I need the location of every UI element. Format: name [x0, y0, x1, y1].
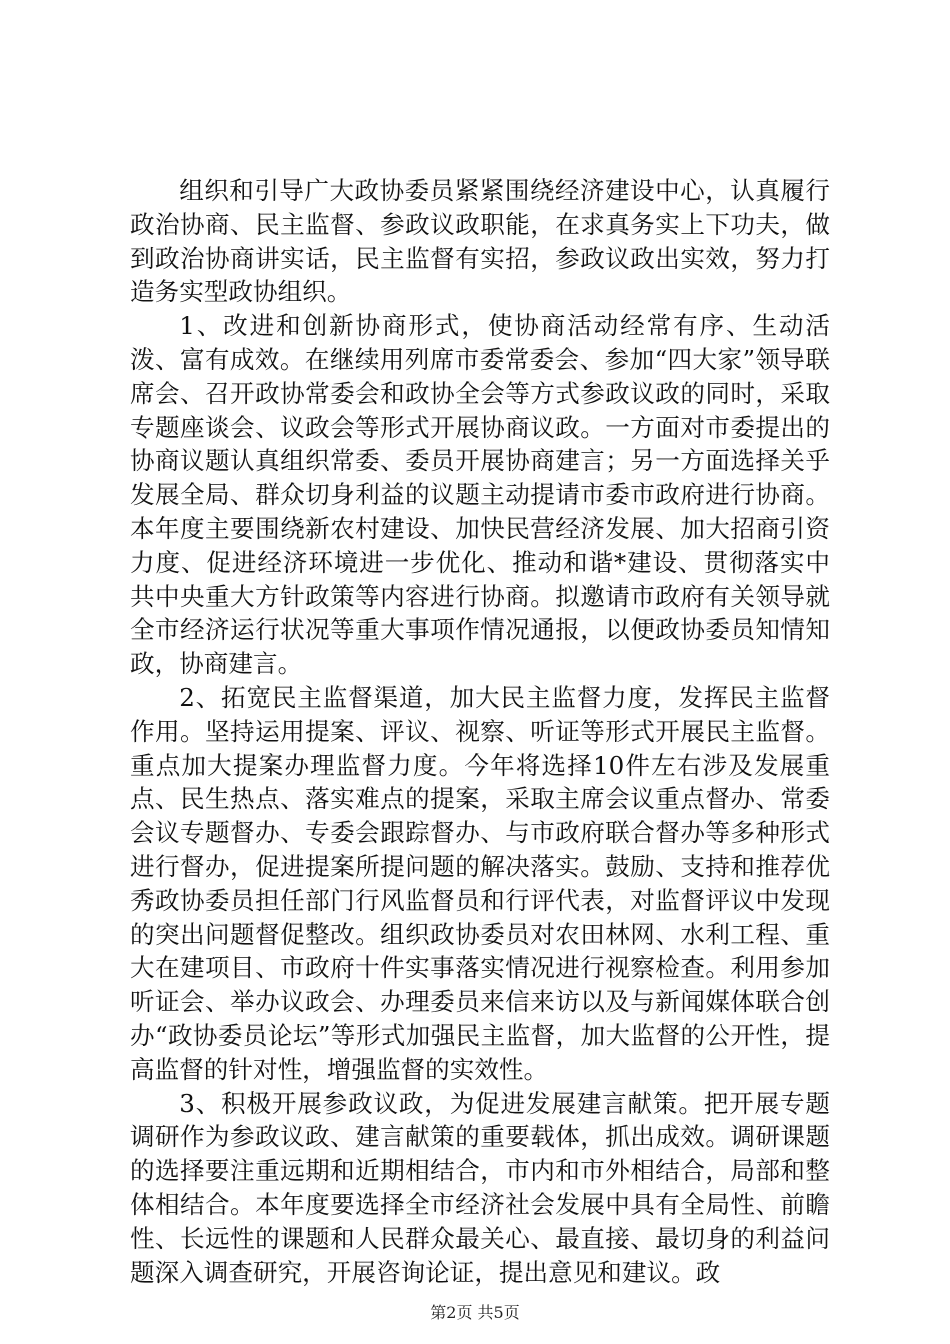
paragraph-consultation: 1、改进和创新协商形式，使协商活动经常有序、生动活泼、富有成效。在继续用列席市委常委会、参加“四大家”领导联席会、召开政协常委会和政协全会等方式参政议政的同时，采取专题座谈会、议政会等形式开展协商议政。一方面对市委提出的协商议题认真组织常委、委员开展协商建言；另一方面选择关乎发展全局、群众切身利益的议题主动提请市委市政府进行协商。本年度主要围绕新农村建设、加快民营经济发展、加大招商引资力度、促进经济环境进一步优化、推动和谐*建设、贯彻落实中共中央重大方针政策等内容进行协商。拟邀请市政府有关领导就全市经济运行状况等重大事项作情况通报，以便政协委员知情知政，协商建言。 [130, 311, 830, 679]
paragraph-intro: 组织和引导广大政协委员紧紧围绕经济建设中心，认真履行政治协商、民主监督、参政议政职能，在求真务实上下功夫，做到政治协商讲实话，民主监督有实招，参政议政出实效，努力打造务实型政协组织。 [130, 176, 830, 307]
page-number-footer: 第2页 共5页 [430, 1303, 520, 1322]
paragraph-participation: 3、积极开展参政议政，为促进发展建言献策。把开展专题调研作为参政议政、建言献策的重要载体，抓出成效。调研课题的选择要注重远期和近期相结合，市内和市外相结合，局部和整体相结合。本年度要选择全市经济社会发展中具有全局性、前瞻性、长远性的课题和人民群众最关心、最直接、最切身的利益问题深入调查研究，开展咨询论证，提出意见和建议。政 [130, 1088, 830, 1287]
document-body [130, 174, 830, 1289]
paragraph-supervision: 2、拓宽民主监督渠道，加大民主监督力度，发挥民主监督作用。坚持运用提案、评议、视察、听证等形式开展民主监督。重点加大提案办理监督力度。今年将选择10件左右涉及发展重点、民生热点、落实难点的提案，采取主席会议重点督办、常委会议专题督办、专委会跟踪督办、与市政府联合督办等多种形式进行督办，促进提案所提问题的解决落实。鼓励、支持和推荐优秀政协委员担任部门行风监督员和行评代表，对监督评议中发现的突出问题督促整改。组织政协委员对农田林网、水利工程、重大在建项目、市政府十件实事落实情况进行视察检查。利用参加听证会、举办议政会、办理委员来信来访以及与新闻媒体联合创办“政协委员论坛”等形式加强民主监督，加大监督的公开性，提高监督的针对性，增强监督的实效性。 [130, 682, 830, 1084]
